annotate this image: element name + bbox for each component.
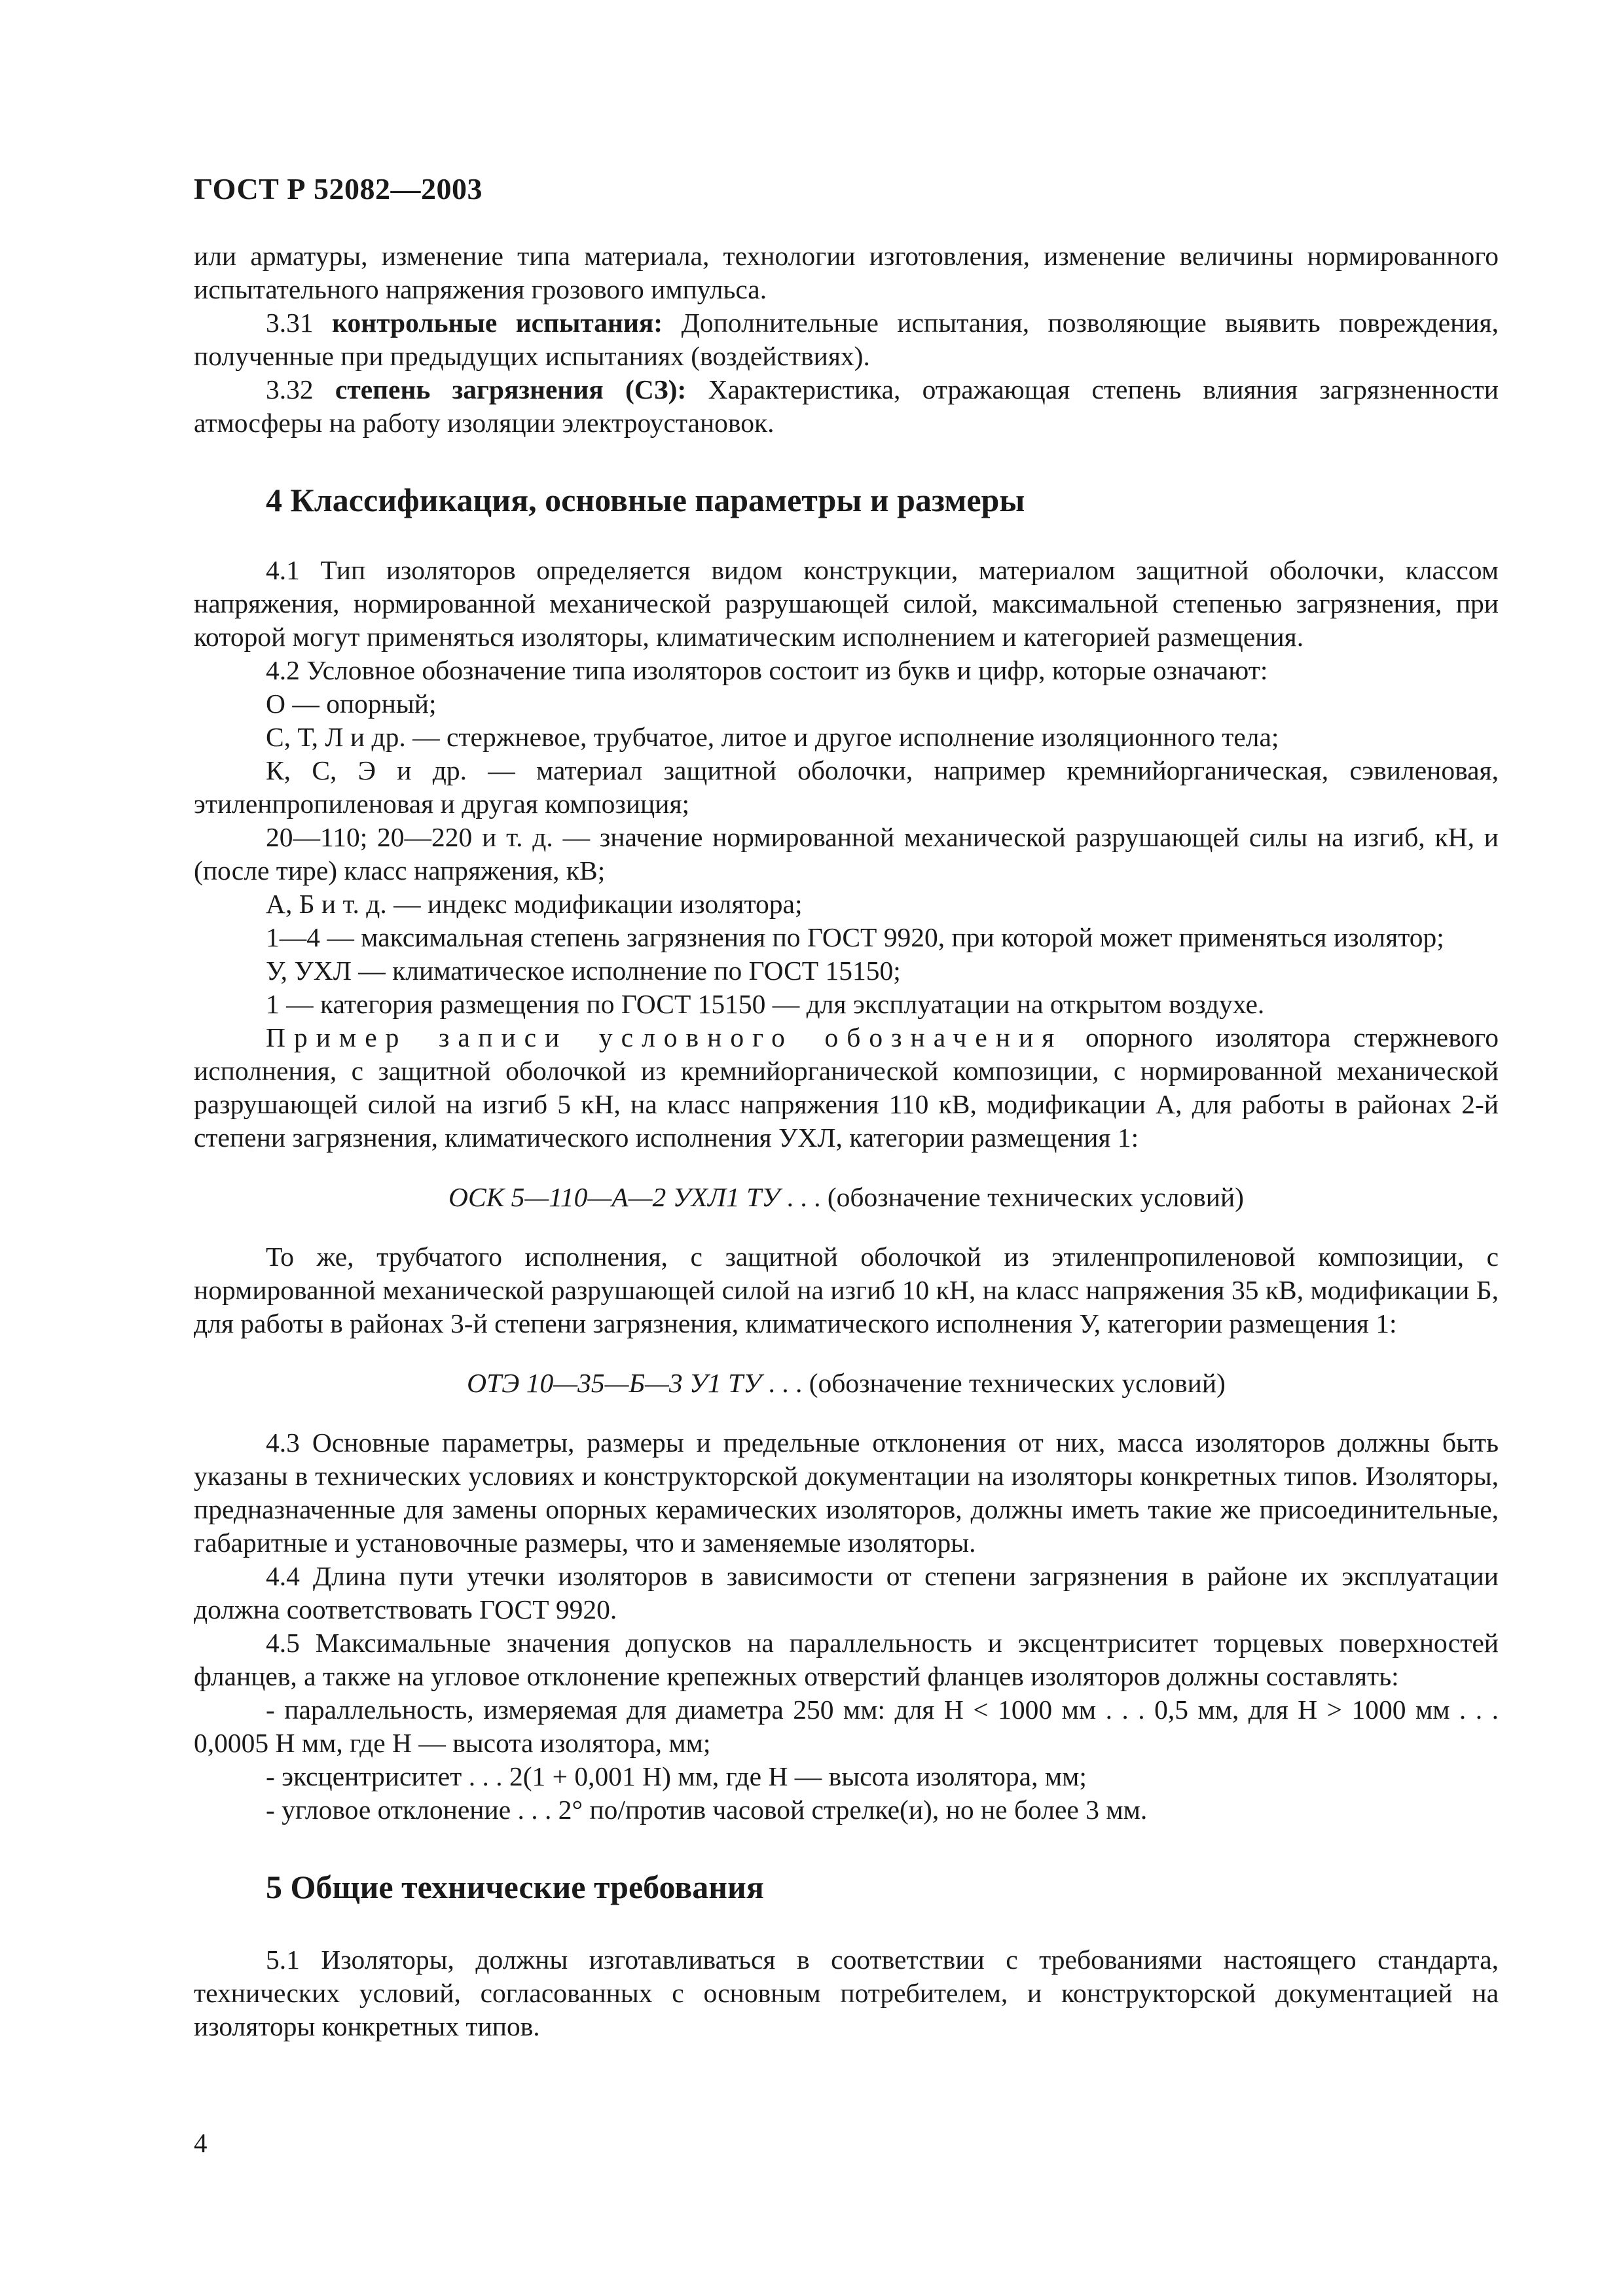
paragraph-4-2: 4.2 Условное обозначение типа изоляторов состоит из букв и цифр, которые означают: <box>266 655 1268 685</box>
example-paragraph <box>194 1021 1499 1155</box>
designation-example-1 <box>194 1181 1499 1214</box>
example-label: Пример записи условного обозначения <box>266 1022 1063 1052</box>
paragraph-continuation: или арматуры, изменение типа материала, технологии изготовления, изменение величины нормированного испытательного напряжения грозового импульса. <box>194 241 1499 304</box>
list-item: К, С, Э и др. — материал защитной оболочки, например кремнийорганическая, сэвиленовая, этиленпропиленовая и другая композиция; <box>194 755 1499 819</box>
designation-suffix: . . . (обозначение технических условий) <box>761 1368 1226 1398</box>
list-item: У, УХЛ — климатическое исполнение по ГОСТ 15150; <box>266 956 901 986</box>
document-header: ГОСТ Р 52082—2003 <box>194 172 483 206</box>
paragraph-3-31 <box>194 306 1499 373</box>
tolerance-item-parallelism: - параллельность, измеряемая для диаметра 250 мм: для H < 1000 мм . . . 0,5 мм, для H > 1000 мм . . . 0,0005 H мм, где H — высота изолятора, мм; <box>194 1695 1499 1758</box>
section-heading-5: 5 Общие технические требования <box>266 1869 764 1905</box>
paragraph-4-5: 4.5 Максимальные значения допусков на параллельность и эксцентриситет торцевых поверхностей фланцев, а также на угловое отклонение крепежных отверстий фланцев изоляторов должны составлять: <box>194 1628 1499 1691</box>
designation-code: ОТЭ 10—35—Б—3 У1 ТУ <box>467 1368 762 1398</box>
list-item: С, Т, Л и др. — стержневое, трубчатое, литое и другое исполнение изоляционного тела; <box>266 722 1279 752</box>
paragraph-5-1: 5.1 Изоляторы, должны изготавливаться в соответствии с требованиями настоящего стандарта, технических условий, согласованных с основным потребителем, и конструкторской документацией на изоляторы конкретных типов. <box>194 1945 1499 2041</box>
term-bold: степень загрязнения (СЗ): <box>335 374 687 404</box>
list-item: 20—110; 20—220 и т. д. — значение нормированной механической разрушающей силы на изгиб, кН, и (после тире) класс напряжения, кВ; <box>194 822 1499 886</box>
designation-example-2 <box>194 1367 1499 1400</box>
tolerance-item-eccentricity: - эксцентриситет . . . 2(1 + 0,001 H) мм, где H — высота изолятора, мм; <box>266 1761 1087 1791</box>
page-number: 4 <box>194 2128 208 2158</box>
example-text: опорного изолятора стержневого исполнения, с защитной оболочкой из кремнийорганической композиции, с нормированной механической разрушающей силой на изгиб 5 кН, на класс напряжения 110 кВ, модификации А, для работы в районах 2-й степени загрязнения, климатического исполнения УХЛ, категории размещения 1: <box>194 1022 1499 1153</box>
list-item: А, Б и т. д. — индекс модификации изолятора; <box>266 889 803 919</box>
document-body <box>194 240 1499 2043</box>
list-item: 1 — категория размещения по ГОСТ 15150 — для эксплуатации на открытом воздухе. <box>266 989 1265 1019</box>
example-paragraph-2: То же, трубчатого исполнения, с защитной оболочкой из этиленпропиленовой композиции, с нормированной механической разрушающей силой на изгиб 10 кН, на класс напряжения 35 кВ, модификации Б, для работы в районах 3-й степени загрязнения, климатического исполнения У, категории размещения 1: <box>194 1242 1499 1338</box>
designation-suffix: . . . (обозначение технических условий) <box>780 1182 1244 1212</box>
section-heading-4: 4 Классификация, основные параметры и размеры <box>266 482 1025 518</box>
term-bold: контрольные испытания: <box>332 308 663 338</box>
clause-number: 3.31 <box>266 308 314 338</box>
paragraph-4-4: 4.4 Длина пути утечки изоляторов в зависимости от степени загрязнения в районе их эксплуатации должна соответствовать ГОСТ 9920. <box>194 1561 1499 1624</box>
list-item: 1—4 — максимальная степень загрязнения по ГОСТ 9920, при которой может применяться изолятор; <box>266 922 1444 952</box>
paragraph-4-1: 4.1 Тип изоляторов определяется видом конструкции, материалом защитной оболочки, классом напряжения, нормированной механической разрушающей силой, максимальной степенью загрязнения, при которой могут применяться изоляторы, климатическим исполнением и категорией размещения. <box>194 555 1499 652</box>
term-definition: Дополнительные испытания, позволяющие выявить повреждения, полученные при предыдущих испытаниях (воздействиях). <box>194 308 1499 371</box>
designation-code: ОСК 5—110—А—2 УХЛ1 ТУ <box>448 1182 780 1212</box>
tolerance-item-angular: - угловое отклонение . . . 2° по/против часовой стрелке(и), но не более 3 мм. <box>266 1795 1148 1825</box>
paragraph-4-3: 4.3 Основные параметры, размеры и предельные отклонения от них, масса изоляторов должны быть указаны в технических условиях и конструкторской документации на изоляторы конкретных типов. Изоляторы, предназначенные для замены опорных керамических изоляторов, должны иметь такие же присоединительные, габаритные и установочные размеры, что и заменяемые изоляторы. <box>194 1427 1499 1558</box>
term-definition: Характеристика, отражающая степень влияния загрязненности атмосферы на работу изоляции электроустановок. <box>194 374 1499 438</box>
clause-number: 3.32 <box>266 374 314 404</box>
list-item: О — опорный; <box>266 689 437 719</box>
paragraph-3-32 <box>194 373 1499 440</box>
